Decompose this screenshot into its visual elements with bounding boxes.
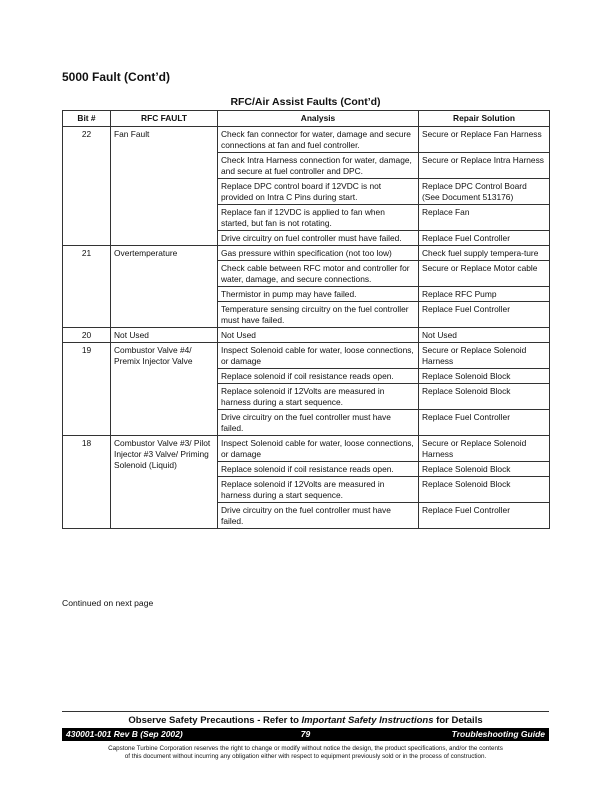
fault-cell: Combustor Valve #4/ Premix Injector Valve — [111, 343, 218, 436]
repair-cell: Replace DPC Control Board (See Document 513176) — [419, 179, 550, 205]
analysis-cell: Replace solenoid if 12Volts are measured in harness during a start sequence. — [218, 384, 419, 410]
analysis-cell: Replace DPC control board if 12VDC is not provided on Intra C Pins during start. — [218, 179, 419, 205]
repair-cell: Secure or Replace Solenoid Harness — [419, 436, 550, 462]
header-bit: Bit # — [63, 111, 111, 127]
analysis-cell: Check Intra Harness connection for water, damage, and secure at fuel controller and DPC. — [218, 153, 419, 179]
fault-cell: Combustor Valve #3/ Pilot Injector #3 Valve/ Priming Solenoid (Liquid) — [111, 436, 218, 529]
analysis-cell: Replace solenoid if coil resistance reads open. — [218, 462, 419, 477]
repair-cell: Replace Fuel Controller — [419, 302, 550, 328]
table-row — [63, 436, 550, 462]
safety-notice — [62, 715, 549, 726]
fault-table-body — [63, 127, 550, 529]
analysis-cell: Gas pressure within specification (not too low) — [218, 246, 419, 261]
safety-prefix: Observe Safety Precautions - Refer to — [128, 715, 302, 726]
analysis-cell: Inspect Solenoid cable for water, loose connections, or damage — [218, 436, 419, 462]
legal-line-2: of this document without incurring any obligation either with respect to equipment previously sold or in the process of construction. — [124, 753, 487, 760]
analysis-cell: Inspect Solenoid cable for water, loose connections, or damage — [218, 343, 419, 369]
fault-cell: Fan Fault — [111, 127, 218, 246]
footer-page-number: 79 — [300, 729, 311, 739]
section-title: 5000 Fault (Cont’d) — [62, 70, 171, 84]
analysis-cell: Temperature sensing circuitry on the fuel controller must have failed. — [218, 302, 419, 328]
analysis-cell: Check cable between RFC motor and controller for water, damage, and secure connections. — [218, 261, 419, 287]
analysis-cell: Thermistor in pump may have failed. — [218, 287, 419, 302]
header-repair: Repair Solution — [419, 111, 550, 127]
analysis-cell: Drive circuitry on fuel controller must have failed. — [218, 231, 419, 246]
repair-cell: Check fuel supply tempera-ture — [419, 246, 550, 261]
analysis-cell: Check fan connector for water, damage and secure connections at fan and fuel controller. — [218, 127, 419, 153]
table-row — [63, 343, 550, 369]
repair-cell: Not Used — [419, 328, 550, 343]
table-row — [63, 246, 550, 261]
safety-suffix: for Details — [433, 715, 483, 726]
analysis-cell: Replace solenoid if 12Volts are measured in harness during a start sequence. — [218, 477, 419, 503]
legal-line-1: Capstone Turbine Corporation reserves the right to change or modify without notice the design, the product specifications, and/or the contents — [108, 745, 503, 752]
repair-cell: Replace Solenoid Block — [419, 462, 550, 477]
header-row — [63, 111, 550, 127]
fault-cell: Not Used — [111, 328, 218, 343]
repair-cell: Replace Solenoid Block — [419, 384, 550, 410]
analysis-cell: Not Used — [218, 328, 419, 343]
table-row — [63, 127, 550, 153]
repair-cell: Replace Solenoid Block — [419, 477, 550, 503]
repair-cell: Secure or Replace Fan Harness — [419, 127, 550, 153]
bit-cell: 21 — [63, 246, 111, 328]
bit-cell: 22 — [63, 127, 111, 246]
header-analysis: Analysis — [218, 111, 419, 127]
table-row — [63, 328, 550, 343]
analysis-cell: Replace solenoid if coil resistance reads open. — [218, 369, 419, 384]
repair-cell: Replace RFC Pump — [419, 287, 550, 302]
repair-cell: Replace Fuel Controller — [419, 503, 550, 529]
legal-notice — [62, 745, 549, 761]
safety-emphasis: Important Safety Instructions — [301, 715, 434, 726]
analysis-cell: Drive circuitry on the fuel controller must have failed. — [218, 503, 419, 529]
repair-cell: Replace Fuel Controller — [419, 231, 550, 246]
bit-cell: 18 — [63, 436, 111, 529]
footer-bar — [62, 728, 549, 741]
analysis-cell: Replace fan if 12VDC is applied to fan when started, but fan is not rotating. — [218, 205, 419, 231]
footer-doc-number: 430001-001 Rev B (Sep 2002) — [66, 729, 183, 739]
header-fault: RFC FAULT — [111, 111, 218, 127]
fault-table — [62, 110, 550, 529]
fault-cell: Overtemperature — [111, 246, 218, 328]
repair-cell: Replace Solenoid Block — [419, 369, 550, 384]
repair-cell: Secure or Replace Motor cable — [419, 261, 550, 287]
repair-cell: Secure or Replace Intra Harness — [419, 153, 550, 179]
footer-guide-title: Troubleshooting Guide — [451, 729, 545, 739]
bit-cell: 19 — [63, 343, 111, 436]
table-title: RFC/Air Assist Faults (Cont’d) — [230, 96, 381, 108]
repair-cell: Secure or Replace Solenoid Harness — [419, 343, 550, 369]
fault-table-header — [63, 111, 550, 127]
continued-note: Continued on next page — [62, 598, 154, 608]
analysis-cell: Drive circuitry on the fuel controller must have failed. — [218, 410, 419, 436]
safety-rule — [62, 711, 549, 712]
bit-cell: 20 — [63, 328, 111, 343]
repair-cell: Replace Fuel Controller — [419, 410, 550, 436]
repair-cell: Replace Fan — [419, 205, 550, 231]
